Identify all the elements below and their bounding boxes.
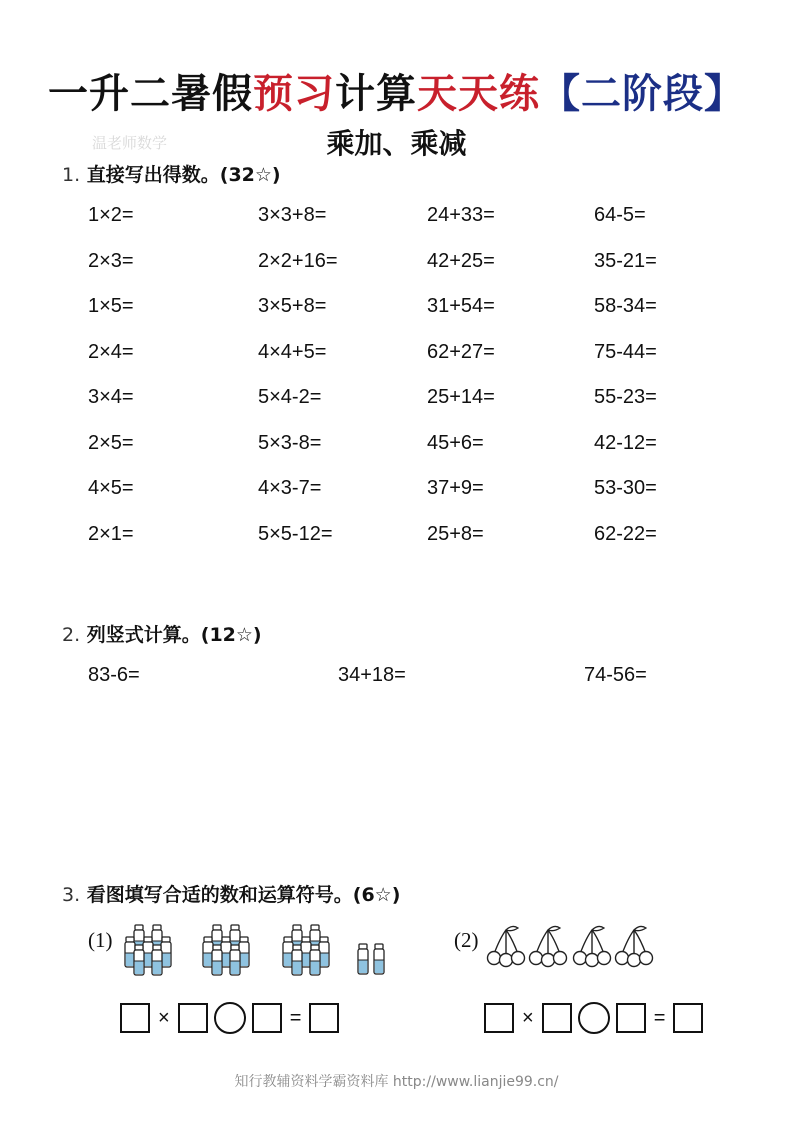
section-3-heading [62, 880, 400, 907]
oral-problem: 37+9= [427, 477, 484, 499]
oral-problem: 3×4= [88, 386, 134, 408]
oral-problem: 64-5= [594, 204, 646, 226]
oral-problem: 2×4= [88, 340, 134, 363]
vertical-problem-2: 34+18= [338, 664, 406, 686]
section-1-heading [62, 160, 281, 187]
answer-box[interactable] [309, 1003, 339, 1033]
multiply-sign: × [158, 1006, 170, 1029]
answer-box[interactable] [120, 1003, 150, 1033]
title-part-5: 【二阶段】 [540, 70, 745, 117]
vertical-problem-1: 83-6= [88, 664, 140, 686]
equals-sign: = [653, 1006, 666, 1029]
oral-problem: 62-22= [594, 522, 657, 545]
section-3-number: 3. [62, 884, 81, 906]
item-2-label: (2) [454, 928, 479, 952]
oral-problem: 42+25= [427, 249, 495, 272]
answer-box[interactable] [673, 1003, 703, 1033]
answer-box[interactable] [616, 1003, 646, 1033]
item-2-answer-row [484, 1002, 703, 1034]
oral-problem: 25+14= [427, 386, 495, 408]
item-1-label: (1) [88, 928, 113, 952]
answer-box[interactable] [178, 1003, 208, 1033]
operator-circle[interactable] [578, 1002, 610, 1034]
title-part-2: 预习 [253, 70, 335, 117]
answer-box[interactable] [252, 1003, 282, 1033]
section-1-title: 直接写出得数。(32☆) [86, 164, 281, 186]
oral-problem: 4×5= [88, 477, 134, 499]
page-title [0, 62, 793, 119]
oral-problem: 4×4+5= [258, 340, 327, 363]
oral-problem: 4×3-7= [258, 477, 322, 499]
section-1-number: 1. [62, 164, 81, 186]
operator-circle[interactable] [214, 1002, 246, 1034]
section-2-heading [62, 620, 262, 647]
equals-sign: = [289, 1006, 302, 1029]
bottle-group-3 [283, 925, 329, 975]
vertical-problem-3: 74-56= [584, 664, 647, 686]
oral-problem: 1×2= [88, 204, 134, 226]
cherry-bunch-3 [574, 926, 611, 966]
page-subtitle: 乘加、乘减 [326, 127, 467, 160]
cherry-bunch-2 [530, 926, 567, 966]
oral-problem: 2×1= [88, 522, 134, 545]
bottle-group-2 [203, 925, 249, 975]
oral-problem: 5×4-2= [258, 386, 322, 408]
oral-problem: 75-44= [594, 340, 657, 363]
oral-problem: 2×5= [88, 431, 134, 454]
oral-problem: 53-30= [594, 477, 657, 499]
footer-source: 知行教辅资料学霸资料库 http://www.lianjie99.cn/ [234, 1074, 559, 1090]
oral-problem: 35-21= [594, 249, 657, 272]
oral-problem: 1×5= [88, 295, 134, 317]
section-2-title: 列竖式计算。(12☆) [86, 624, 262, 646]
oral-problem: 3×5+8= [258, 295, 327, 317]
oral-problem: 5×5-12= [258, 522, 333, 545]
oral-problem: 45+6= [427, 431, 484, 454]
item-1-answer-row [120, 1002, 339, 1034]
answer-box[interactable] [484, 1003, 514, 1033]
oral-problem: 2×2+16= [258, 249, 338, 272]
section-2-number: 2. [62, 624, 81, 646]
oral-problem: 3×3+8= [258, 204, 327, 226]
title-part-3: 计算 [335, 70, 417, 117]
multiply-sign: × [522, 1006, 534, 1029]
oral-problem: 5×3-8= [258, 431, 322, 454]
section-3-title: 看图填写合适的数和运算符号。(6☆) [86, 884, 401, 906]
oral-problem: 42-12= [594, 431, 657, 454]
oral-problem: 25+8= [427, 522, 484, 545]
oral-problem: 2×3= [88, 249, 134, 272]
oral-problem: 55-23= [594, 386, 657, 408]
oral-problem: 62+27= [427, 340, 495, 363]
oral-problem: 58-34= [594, 295, 657, 317]
bottle-groups-icon [120, 922, 390, 978]
title-part-1: 一升二暑假 [48, 70, 253, 117]
oral-problem: 31+54= [427, 295, 495, 317]
cherry-bunch-1 [488, 926, 525, 966]
answer-box[interactable] [542, 1003, 572, 1033]
watermark: 温老师数学 [92, 134, 168, 152]
title-part-4: 天天练 [417, 70, 540, 117]
oral-problem: 24+33= [427, 204, 495, 226]
bottle-pair [358, 944, 384, 974]
bottle-group-1 [125, 925, 171, 975]
cherry-bunch-4 [616, 926, 653, 966]
cherry-bunches-icon [486, 922, 656, 970]
